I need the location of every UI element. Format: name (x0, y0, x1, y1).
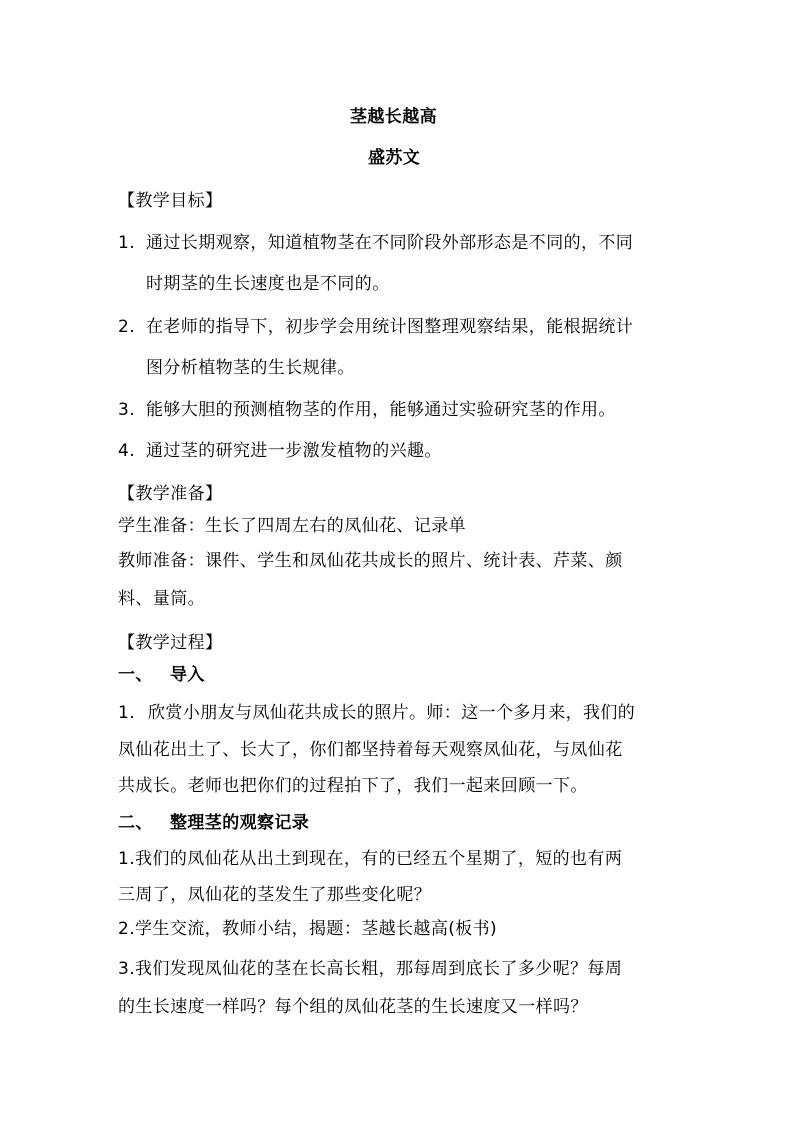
objective-text: 通过茎的研究进一步激发植物的兴趣。 (146, 441, 442, 461)
preparation-heading: 【教学准备】 (118, 484, 223, 504)
section-number: 二、 (118, 813, 153, 833)
section-2-line-2: 三周了，凤仙花的茎发生了那些变化呢？ (118, 885, 432, 905)
objective-item-2 (118, 316, 633, 338)
author-name: 盛苏文 (368, 148, 421, 168)
objective-text: 通过长期观察，知道植物茎在不同阶段外部形态是不同的，不同 (146, 233, 634, 253)
objective-number: 2. (118, 317, 136, 337)
process-heading: 【教学过程】 (118, 633, 223, 653)
section-2-line-3: 2.学生交流，教师小结，揭题：茎越长越高(板书) (118, 919, 498, 939)
objective-item-2-continued: 图分析植物茎的生长规律。 (146, 358, 355, 378)
section-1-heading (118, 664, 205, 686)
section-2-line-1: 1.我们的凤仙花从出土到现在，有的已经五个星期了，短的也有两 (118, 849, 623, 869)
objective-number: 4. (118, 441, 136, 461)
section-1-item-1-line-2: 凤仙花出土了、长大了，你们都坚持着每天观察凤仙花，与凤仙花 (118, 740, 623, 760)
section-number: 一、 (118, 665, 153, 685)
section-title: 导入 (170, 665, 205, 685)
section-2-line-4: 3.我们发现凤仙花的茎在长高长粗，那每周到底长了多少呢？每周 (118, 959, 623, 979)
objective-text: 能够大胆的预测植物茎的作用，能够通过实验研究茎的作用。 (146, 400, 616, 420)
objective-number: 3. (118, 400, 136, 420)
objective-item-1 (118, 232, 633, 254)
objective-item-1-continued: 时期茎的生长速度也是不同的。 (146, 274, 390, 294)
document-title: 茎越长越高 (350, 107, 437, 127)
section-1-item-1-line-3: 共成长。老师也把你们的过程拍下了，我们一起来回顾一下。 (118, 776, 588, 796)
teacher-preparation: 教师准备：课件、学生和凤仙花共成长的照片、统计表、芹菜、颜 (118, 551, 623, 571)
section-2-heading (118, 812, 309, 834)
item-number: 1. (118, 703, 136, 723)
objective-item-3 (118, 399, 616, 421)
student-preparation: 学生准备：生长了四周左右的凤仙花、记录单 (118, 516, 466, 536)
objective-item-4 (118, 440, 442, 462)
objective-text: 在老师的指导下，初步学会用统计图整理观察结果，能根据统计 (146, 317, 634, 337)
section-1-item-1 (118, 702, 635, 724)
objectives-heading: 【教学目标】 (118, 191, 223, 211)
section-2-line-5: 的生长速度一样吗？每个组的凤仙花茎的生长速度又一样吗？ (118, 997, 588, 1017)
section-title: 整理茎的观察记录 (170, 813, 310, 833)
objective-number: 1. (118, 233, 136, 253)
item-text: 欣赏小朋友与凤仙花共成长的照片。师：这一个多月来，我们的 (148, 703, 636, 723)
teacher-preparation-continued: 料、量筒。 (118, 589, 205, 609)
